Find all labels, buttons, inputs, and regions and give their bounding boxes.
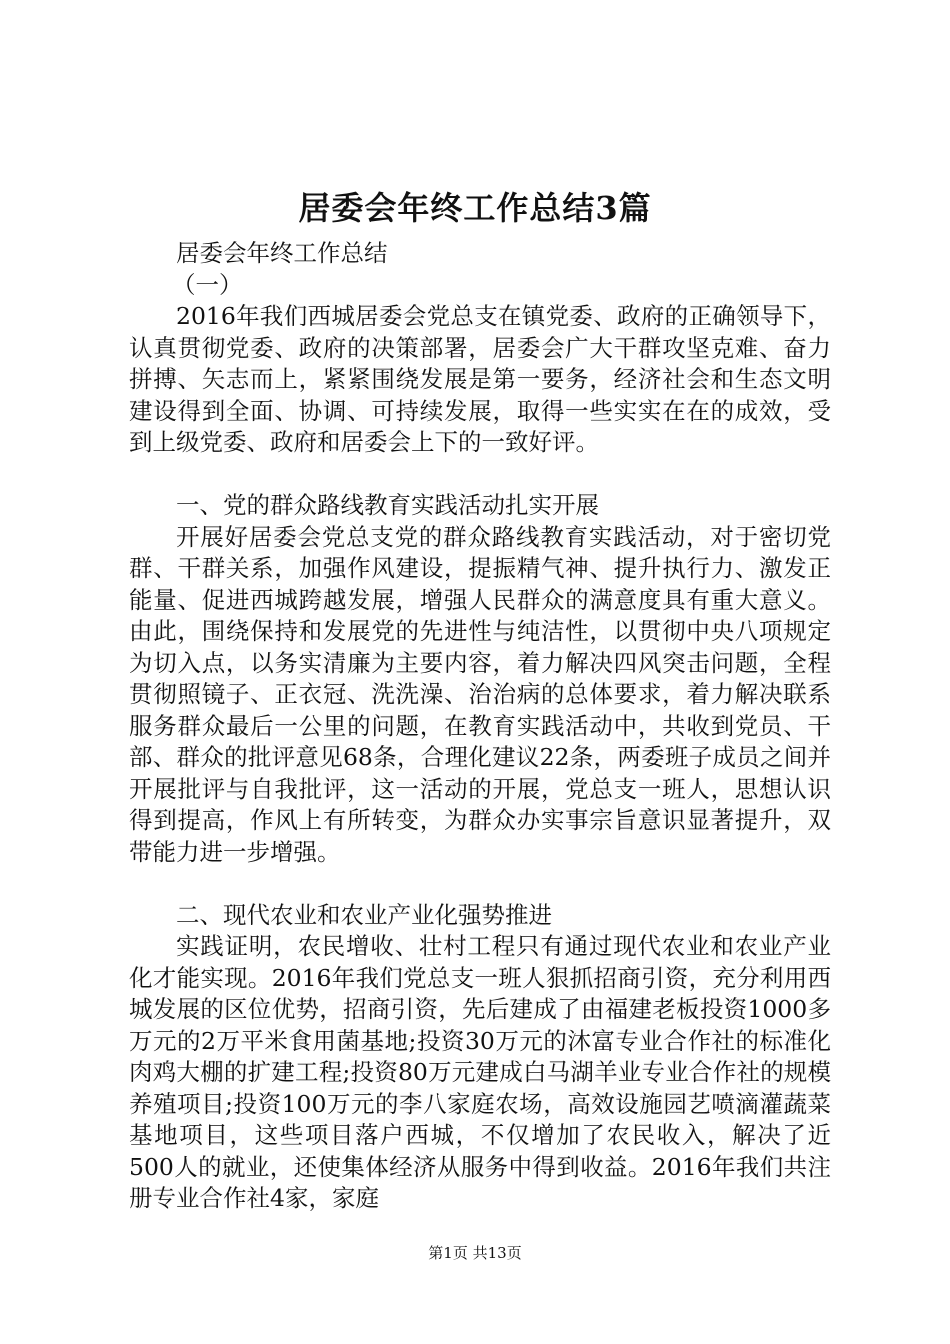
paragraph-section-2: 实践证明，农民增收、壮村工程只有通过现代农业和农业产业化才能实现。2016年我们党总支一班人狠抓招商引资，充分利用西城发展的区位优势，招商引资，先后建成了由福建老板投资1000多万元的2万平米食用菌基地;投资30万元的沐富专业合作社的标准化肉鸡大棚的扩建工程;投资80万元建成白马湖羊业专业合作社的规模养殖项目;投资100万元的李八家庭农场，高效设施园艺喷滴灌蔬菜基地项目，这些项目落户西城，不仅增加了农民收入，解决了近500人的就业，还使集体经济从服务中得到收益。2016年我们共注册专业合作社4家，家庭 <box>129 932 831 1212</box>
page-footer: 第1页 共13页 <box>428 1244 522 1262</box>
document-subtitle: 居委会年终工作总结 <box>176 239 388 267</box>
document-body <box>129 238 831 1215</box>
heading-section-1: 一、党的群众路线教育实践活动扎实开展 <box>176 491 599 519</box>
paragraph-gap <box>129 459 831 491</box>
paragraph-section-1: 开展好居委会党总支党的群众路线教育实践活动，对于密切党群、干群关系，加强作风建设，提振精气神、提升执行力、激发正能量、促进西城跨越发展，增强人民群众的满意度具有重大意义。由此，围绕保持和发展党的先进性与纯洁性，以贯彻中央八项规定为切入点，以务实清廉为主要内容，着力解决四风突击问题，全程贯彻照镜子、正衣冠、洗洗澡、治治病的总体要求，着力解决联系服务群众最后一公里的问题，在教育实践活动中，共收到党员、干部、群众的批评意见68条，合理化建议22条，两委班子成员之间并开展批评与自我批评，这一活动的开展，党总支一班人，思想认识得到提高，作风上有所转变，为群众办实事宗旨意识显著提升，双带能力进一步增强。 <box>129 522 831 866</box>
section-marker: （一） <box>172 270 243 299</box>
document-title: 居委会年终工作总结3篇 <box>298 189 652 227</box>
paragraph-gap <box>129 868 831 900</box>
paragraph-intro: 2016年我们西城居委会党总支在镇党委、政府的正确领导下，认真贯彻党委、政府的决策部署，居委会广大干群攻坚克难、奋力拼搏、矢志而上，紧紧围绕发展是第一要务，经济社会和生态文明建设得到全面、协调、可持续发展，取得一些实实在在的成效，受到上级党委、政府和居委会上下的一致好评。 <box>129 302 831 456</box>
heading-section-2: 二、现代农业和农业产业化强势推进 <box>176 900 552 929</box>
